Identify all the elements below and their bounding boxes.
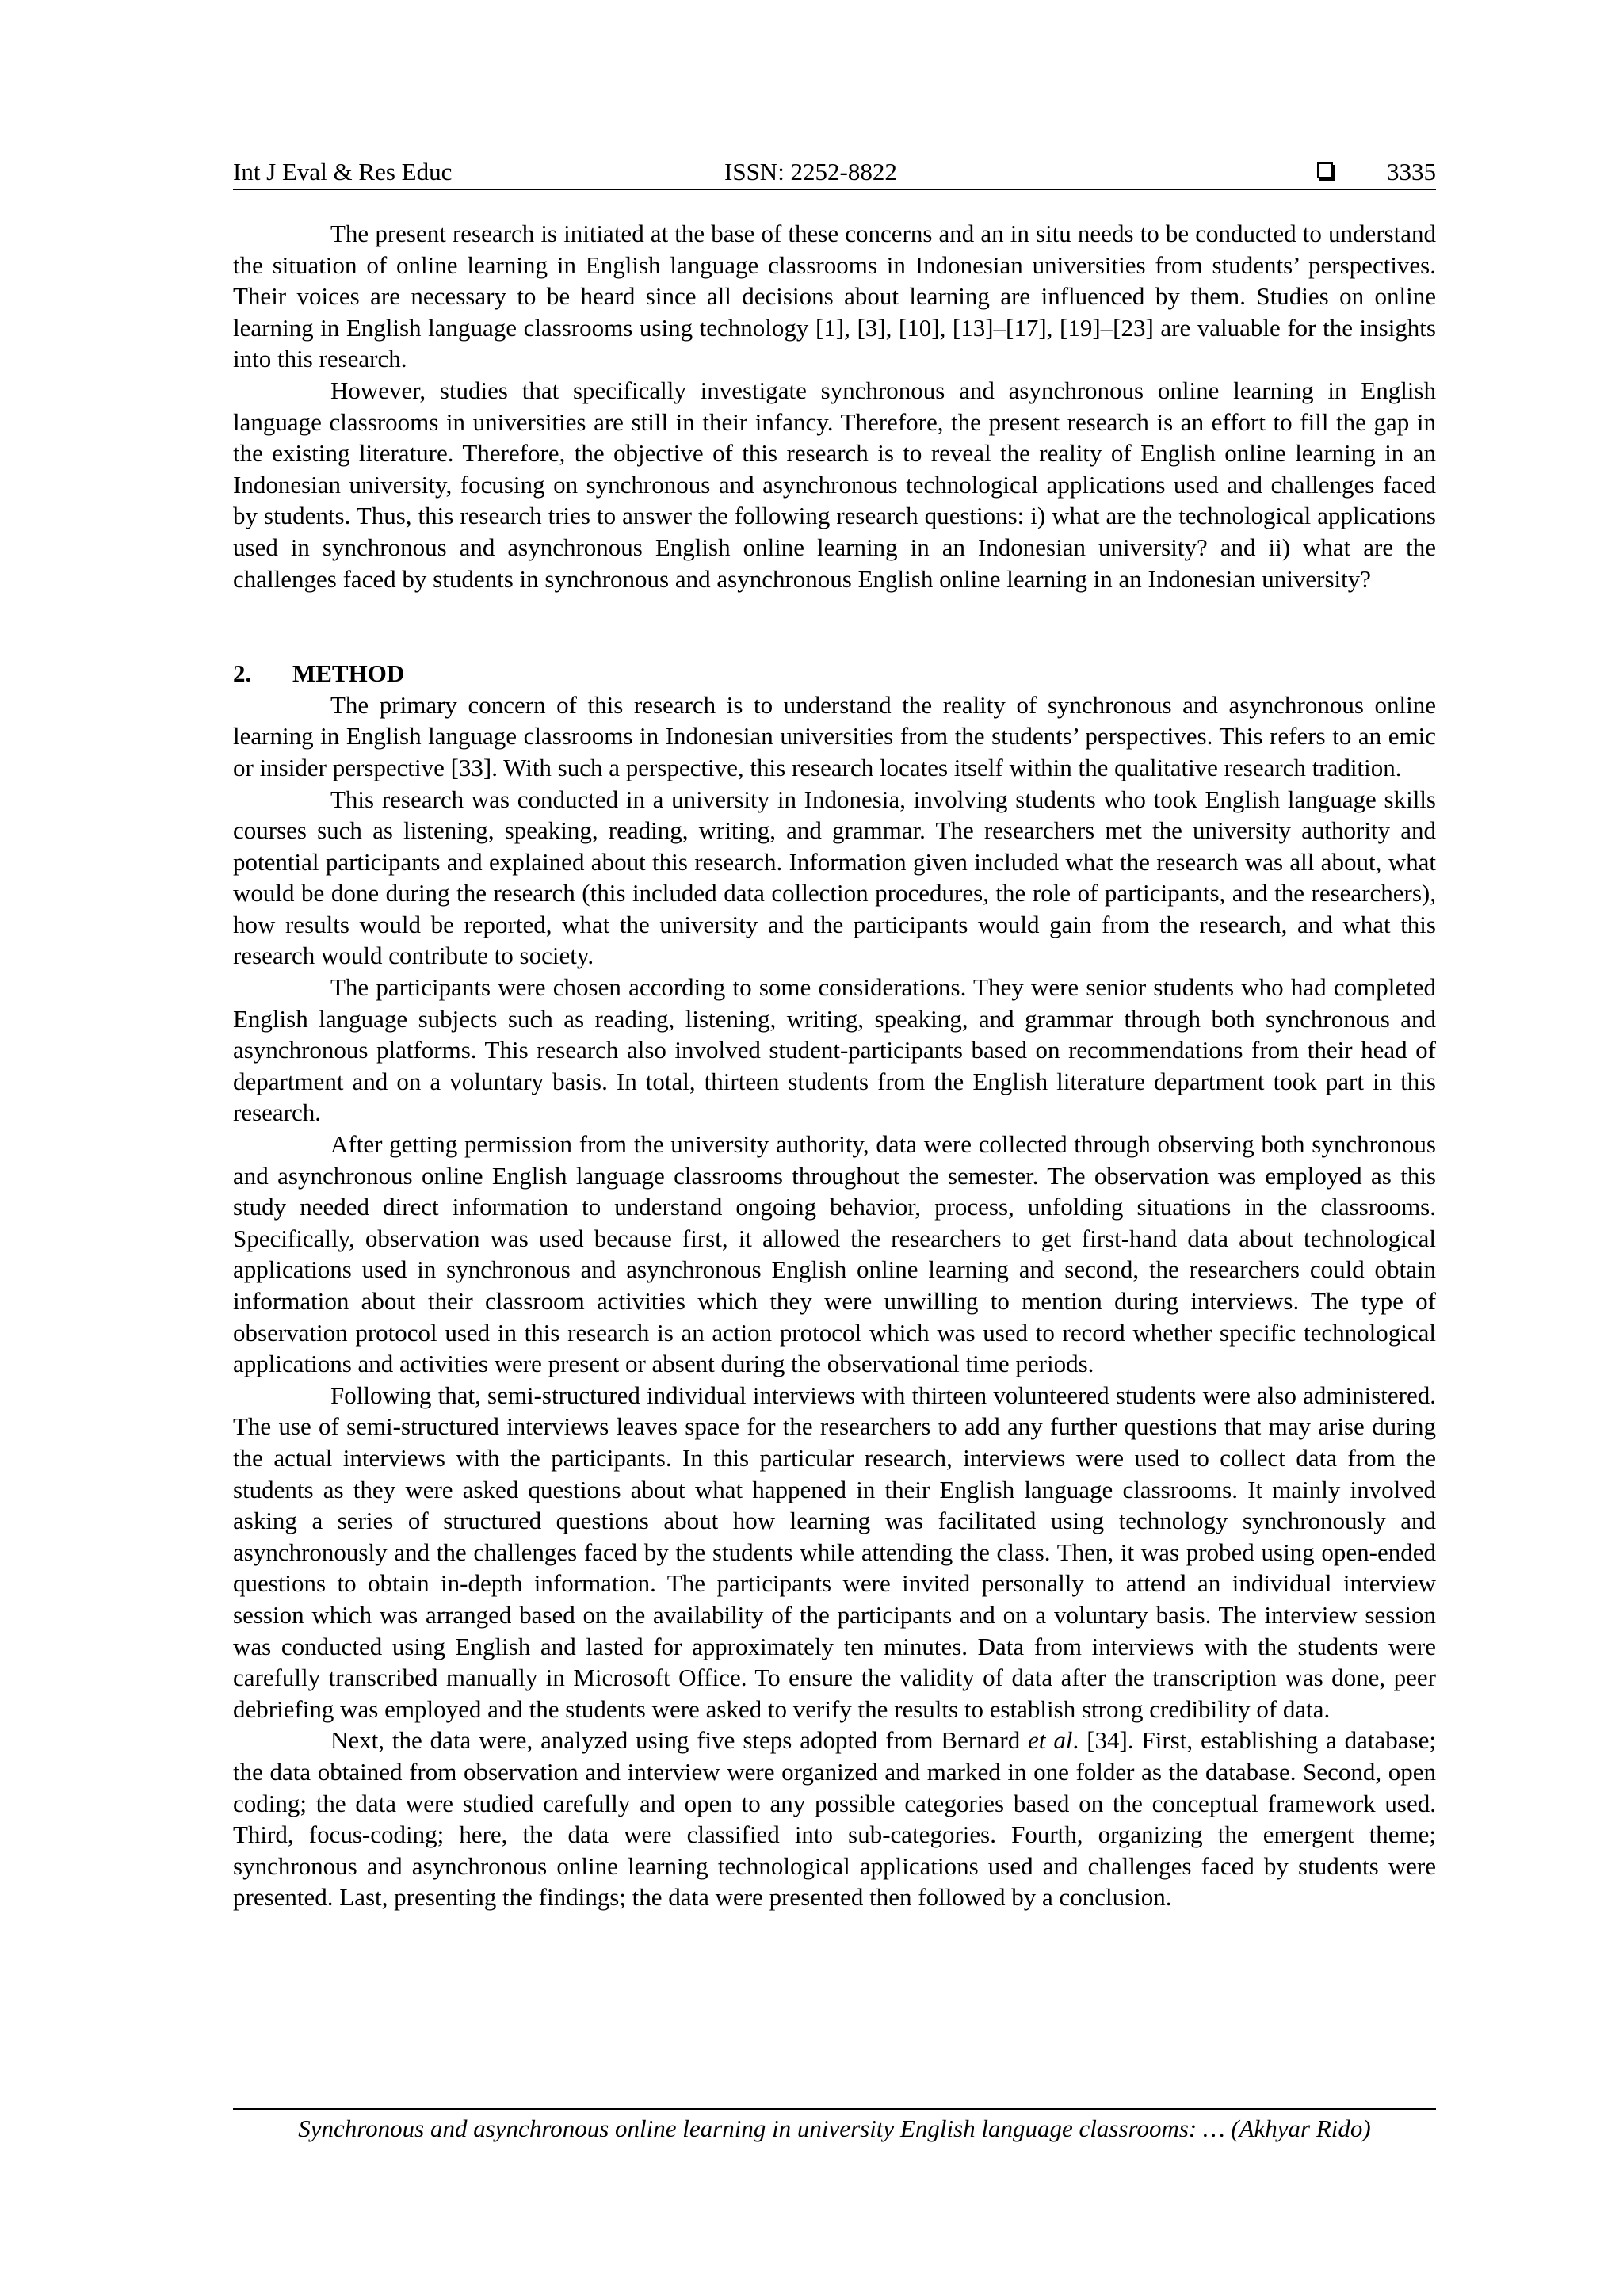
paragraph: After getting permission from the university authority, data were collected through observing both synchronous and asynchronous online English language classrooms throughout the semester. The observation was employed as this study needed direct information to understand ongoing behavior, process, unfolding situations in the classrooms. Specifically, observation was used because first, it allowed the researchers to get first-hand data about technological applications used in synchronous and asynchronous English online learning and second, the researchers could obtain information about their classroom activities which they were unwilling to mention during interviews. The type of observation protocol used in this research is an action protocol which was used to record whether specific technological applications and activities were present or absent during the observational time periods.: [233, 1130, 1436, 1378]
section-title: METHOD: [292, 659, 405, 688]
citation-et-al: et al: [1028, 1726, 1073, 1755]
running-title: Synchronous and asynchronous online learning in university English language classrooms: … (Akhyar Rido): [298, 2115, 1371, 2142]
square-box-icon: [1317, 162, 1333, 178]
paragraph-text: Next, the data were, analyzed using five steps adopted from Bernard: [330, 1726, 1029, 1755]
page-header: [233, 155, 1436, 190]
paragraph: Following that, semi-structured individual interviews with thirteen volunteered students were also administered. The use of semi-structured interviews leaves space for the researchers to add any further questions that may arise during the actual interviews with the participants. In this particular research, interviews were used to collect data from the students as they were asked questions about what happened in their English language classrooms. It mainly involved asking a series of structured questions about how learning was facilitated using technology synchronously and asynchronously and the challenges faced by the students while attending the class. Then, it was probed using open-ended questions to obtain in-depth information. The participants were invited personally to attend an individual interview session which was arranged based on the availability of the participants and on a voluntary basis. The interview session was conducted using English and lasted for approximately ten minutes. Data from interviews with the students were carefully transcribed manually in Microsoft Office. To ensure the validity of data after the transcription was done, peer debriefing was employed and the students were asked to verify the results to establish strong credibility of data.: [233, 1381, 1436, 1723]
paragraph: This research was conducted in a university in Indonesia, involving students who took English language skills courses such as listening, speaking, reading, writing, and grammar. The researchers met the university authority and potential participants and explained about this research. Information given included what the research was all about, what would be done during the research (this included data collection procedures, the role of participants, and the researchers), how results would be reported, what the university and the participants would gain from the research, and what this research would contribute to society.: [233, 785, 1436, 970]
section-heading: [233, 658, 1436, 690]
paragraph-text: . [34]. First, establishing a database; the data obtained from observation and interview were organized and marked in one folder as the database. Second, open coding; the data were studied carefully and open to any possible categories based on the conceptual framework used. Third, focus-coding; here, the data were classified into sub-categories. Fourth, organizing the emergent theme; synchronous and asynchronous online learning technological applications used and challenges faced by students were presented. Last, presenting the findings; the data were presented then followed by a conclusion.: [233, 1726, 1436, 1912]
page-number: 3335: [1387, 158, 1436, 185]
paragraph: [233, 1725, 1436, 1913]
journal-name: Int J Eval & Res Educ: [233, 158, 453, 185]
body-text: [233, 218, 1436, 1913]
issn-label: ISSN: 2252-8822: [724, 158, 897, 185]
paragraph: The participants were chosen according to some considerations. They were senior students who had completed English language subjects such as reading, listening, writing, speaking, and grammar through both synchronous and asynchronous platforms. This research also involved student-participants based on recommendations from their head of department and on a voluntary basis. In total, thirteen students from the English literature department took part in this research.: [233, 973, 1436, 1127]
paragraph: However, studies that specifically investigate synchronous and asynchronous online learning in English language classrooms in universities are still in their infancy. Therefore, the present research is an effort to fill the gap in the existing literature. Therefore, the objective of this research is to reveal the reality of English online learning in an Indonesian university, focusing on synchronous and asynchronous technological applications used and challenges faced by students. Thus, this research tries to answer the following research questions: i) what are the technological applications used in synchronous and asynchronous English online learning in an Indonesian university? and ii) what are the challenges faced by students in synchronous and asynchronous English online learning in an Indonesian university?: [233, 376, 1436, 593]
page-footer: [233, 2108, 1436, 2145]
paragraph: The present research is initiated at the base of these concerns and an in situ needs to be conducted to understand the situation of online learning in English language classrooms in Indonesian universities from students’ perspectives. Their voices are necessary to be heard since all decisions about learning are influenced by them. Studies on online learning in English language classrooms using technology [1], [3], [10], [13]–[17], [19]–[23] are valuable for the insights into this research.: [233, 220, 1436, 373]
section-number: 2.: [233, 659, 252, 688]
paragraph: The primary concern of this research is to understand the reality of synchronous and asynchronous online learning in English language classrooms in Indonesian universities from the students’ perspectives. This refers to an emic or insider perspective [33]. With such a perspective, this research locates itself within the qualitative research tradition.: [233, 690, 1436, 781]
